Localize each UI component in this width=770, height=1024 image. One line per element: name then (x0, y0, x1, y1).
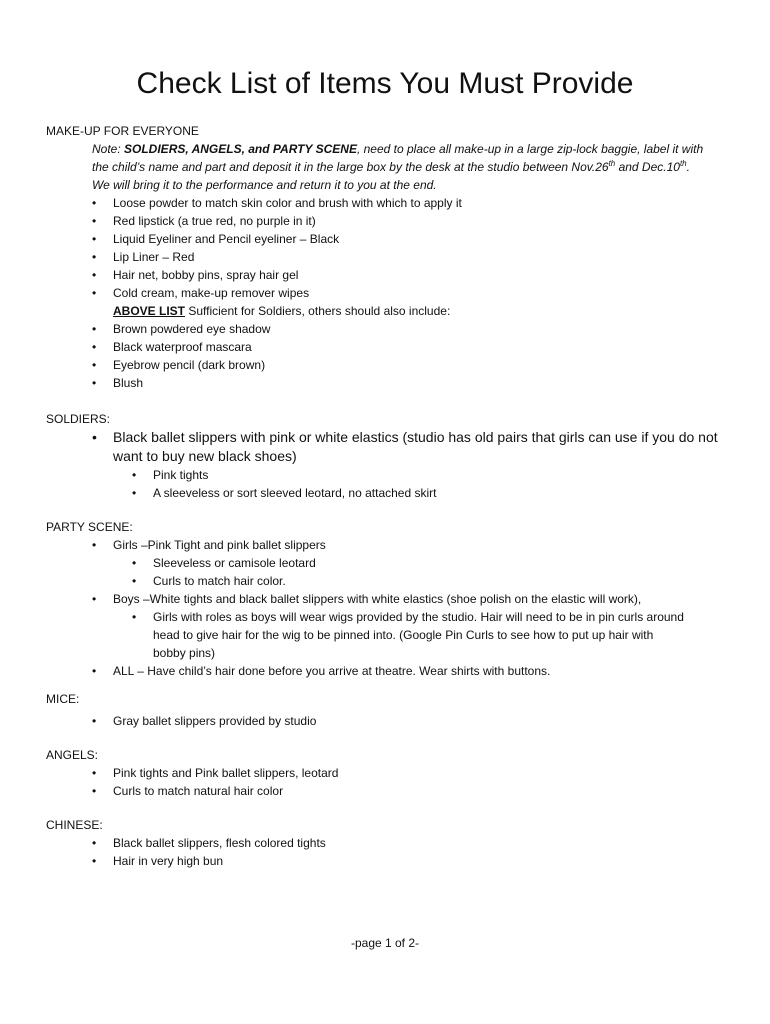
list-item: • Loose powder to match skin color and brush with which to apply it (92, 196, 462, 210)
bullet-icon: • (92, 592, 97, 606)
list-item: • Cold cream, make-up remover wipes (92, 286, 310, 300)
list-item: • Pink tights (132, 468, 209, 482)
list-item: • Blush (92, 376, 144, 390)
list-item: • Hair in very high bun (92, 854, 224, 868)
list-item: • Boys –White tights and black ballet slippers with white elastics (shoe polish on the elastic will work), (92, 592, 642, 606)
bullet-icon: • (92, 429, 97, 445)
bullet-icon: • (92, 664, 97, 678)
section-heading-angels: ANGELS: (46, 748, 99, 762)
bullet-icon: • (132, 610, 137, 624)
bullet-icon: • (92, 286, 97, 300)
makeup-note: Note: SOLDIERS, ANGELS, and PARTY SCENE, need to place all make-up in a large zip-lock baggie, label it with (92, 142, 704, 156)
makeup-note-line3: We will bring it to the performance and return it to you at the end. (92, 178, 437, 192)
list-item: • Black waterproof mascara (92, 340, 252, 354)
list-item: • Hair net, bobby pins, spray hair gel (92, 268, 299, 282)
party-girls-sub-list (46, 554, 736, 590)
list-item: • Black ballet slippers, flesh colored tights (92, 836, 326, 850)
bullet-icon: • (92, 854, 97, 868)
section-party-scene (46, 518, 736, 680)
section-heading-chinese: CHINESE: (46, 818, 103, 832)
section-heading-party-scene: PARTY SCENE: (46, 520, 133, 534)
bullet-icon: • (92, 714, 97, 728)
party-girls-list (46, 536, 736, 554)
list-item: • Brown powdered eye shadow (92, 322, 271, 336)
section-heading-mice: MICE: (46, 692, 80, 706)
makeup-note-line2: the child’s name and part and deposit it in the large box by the desk at the studio between Nov.26th and Dec.10th. (92, 159, 690, 174)
angels-list (46, 764, 736, 800)
above-list-note: ABOVE LIST Sufficient for Soldiers, others should also include: (113, 304, 451, 318)
page-title: Check List of Items You Must Provide (136, 67, 634, 100)
section-heading-soldiers: SOLDIERS: (46, 412, 111, 426)
soldiers-sub-list (46, 466, 736, 502)
list-item: • Liquid Eyeliner and Pencil eyeliner – Black (92, 232, 340, 246)
makeup-list (46, 194, 736, 302)
list-item: • Sleeveless or camisole leotard (132, 556, 316, 570)
section-makeup (46, 122, 736, 392)
bullet-icon: • (92, 340, 97, 354)
page-number: -page 1 of 2- (350, 936, 420, 950)
list-item: • Black ballet slippers with pink or white elastics (studio has old pairs that girls can use if you do not want to buy new black shoes) (92, 429, 718, 464)
bullet-icon: • (132, 468, 137, 482)
section-heading-makeup: MAKE-UP FOR EVERYONE (46, 124, 199, 138)
list-item: • Red lipstick (a true red, no purple in it) (92, 214, 316, 228)
bullet-icon: • (132, 574, 137, 588)
list-item: • ALL – Have child’s hair done before you arrive at theatre. Wear shirts with buttons. (92, 664, 551, 678)
list-item: • Gray ballet slippers provided by studio (92, 714, 317, 728)
bullet-icon: • (92, 214, 97, 228)
list-item: • Girls with roles as boys will wear wigs provided by the studio. Hair will need to be in pin curls around head to give hair for the wig to be pinned into. (Google Pin Curls to see how to put up hair with bobby pins) (132, 610, 684, 660)
bullet-icon: • (92, 836, 97, 850)
party-boys-sub-list (46, 608, 736, 662)
list-item: • A sleeveless or sort sleeved leotard, no attached skirt (132, 486, 437, 500)
bullet-icon: • (92, 376, 97, 390)
section-chinese (46, 816, 736, 870)
mice-list (46, 712, 736, 730)
bullet-icon: • (92, 232, 97, 246)
bullet-icon: • (92, 538, 97, 552)
bullet-icon: • (92, 250, 97, 264)
list-item: • Curls to match natural hair color (92, 784, 284, 798)
bullet-icon: • (92, 268, 97, 282)
list-item: • Pink tights and Pink ballet slippers, leotard (92, 766, 339, 780)
bullet-icon: • (92, 322, 97, 336)
section-angels (46, 746, 736, 800)
section-mice (46, 690, 736, 730)
chinese-list (46, 834, 736, 870)
list-item: • Eyebrow pencil (dark brown) (92, 358, 266, 372)
soldiers-list (46, 428, 736, 466)
bullet-icon: • (132, 486, 137, 500)
party-all-list (46, 662, 736, 680)
bullet-icon: • (92, 196, 97, 210)
bullet-icon: • (132, 556, 137, 570)
bullet-icon: • (92, 784, 97, 798)
bullet-icon: • (92, 766, 97, 780)
section-soldiers (46, 410, 736, 502)
list-item: • Lip Liner – Red (92, 250, 195, 264)
list-item: • Curls to match hair color. (132, 574, 286, 588)
document-body (46, 122, 736, 870)
bullet-icon: • (92, 358, 97, 372)
list-item: • Girls –Pink Tight and pink ballet slippers (92, 538, 326, 552)
party-boys-list (46, 590, 736, 608)
makeup-extra-list (46, 320, 736, 392)
